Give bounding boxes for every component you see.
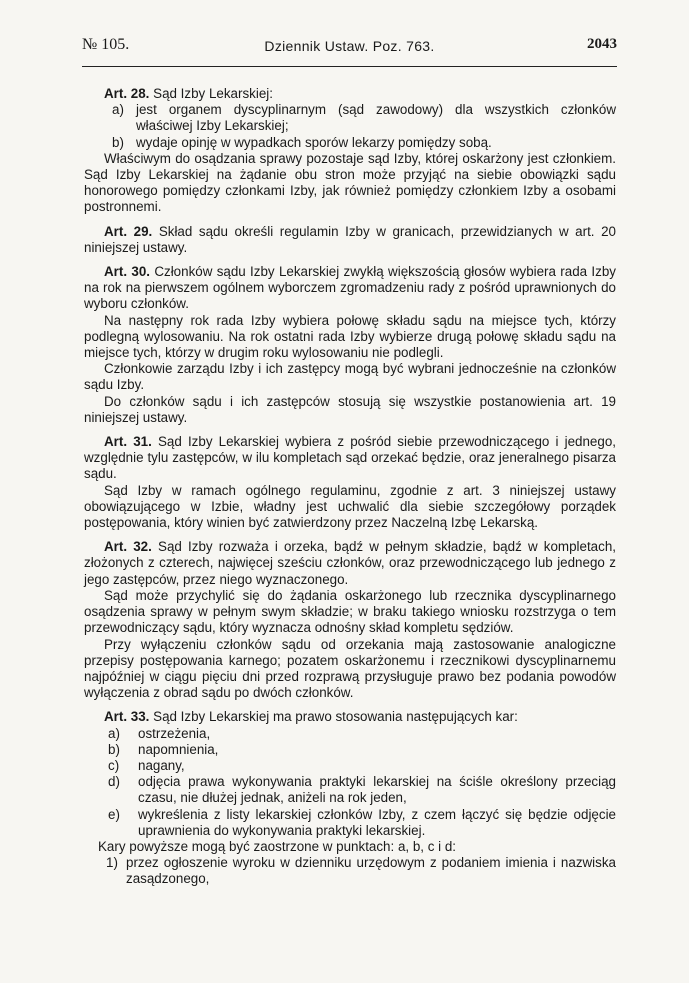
article-label: Art. 32. bbox=[104, 539, 152, 555]
article-label: Art. 28. bbox=[104, 86, 150, 101]
article-text: Sąd Izby Lekarskiej ma prawo stosowania następujących kar: bbox=[153, 709, 518, 725]
item-text: ostrzeżenia, bbox=[138, 725, 211, 741]
article-30 bbox=[84, 264, 616, 426]
article-label: Art. 31. bbox=[104, 434, 152, 450]
item-text: przez ogłoszenie wyroku w dzienniku urzędowym z podaniem imienia i nazwiska zasądzonego, bbox=[126, 855, 616, 887]
page-header bbox=[82, 36, 617, 62]
list-item bbox=[84, 102, 616, 134]
article-intro bbox=[84, 264, 616, 313]
journal-title: Dziennik Ustaw. Poz. 763. bbox=[264, 38, 435, 54]
article-intro bbox=[84, 539, 616, 588]
list-item bbox=[84, 774, 616, 806]
document-body bbox=[84, 86, 616, 888]
item-text: odjęcia prawa wykonywania praktyki lekarskiej na ściśle określony przeciąg czasu, nie dłużej jednak, aniżeli na rok jeden, bbox=[138, 774, 616, 806]
paragraph: Sąd może przychylić się do żądania oskarżonego lub rzecznika dyscyplinarnego osądzenia sprawy w pełnym swym składzie; w braku takiego wniosku rozstrzyga o tem przewodniczący sądu, który wyznacza odnośny skład kompletu sędziów. bbox=[84, 587, 616, 636]
paragraph: Członkowie zarządu Izby i ich zastępcy mogą być wybrani jednocześnie na członków sądu Izby. bbox=[84, 361, 616, 393]
list-item bbox=[84, 807, 616, 839]
paragraph: Przy wyłączeniu członków sądu od orzekania mają zastosowanie analogiczne przepisy postępowania karnego; pozatem oskarżonemu i rzecznikowi dyscyplinarnemu najpóźniej w ciągu pięciu dni przed rozprawą przysługuje prawo bez podania powodów wyłączenia z obrad sądu po dwóch członków. bbox=[84, 636, 616, 701]
article-text: Członków sądu Izby Lekarskiej zwykłą większością głosów wybiera rada Izby na rok na pierwszem ogólnem wyborczem zgromadzeniu rady z pośród uprawnionych do wyboru członków. bbox=[84, 264, 616, 312]
list-item bbox=[84, 855, 616, 887]
article-items bbox=[84, 102, 616, 151]
article-text: Sąd Izby Lekarskiej: bbox=[153, 86, 273, 101]
paragraph: Kary powyższe mogą być zaostrzone w punktach: a, b, c i d: bbox=[98, 838, 456, 854]
page-number: 2043 bbox=[587, 36, 617, 52]
list-item bbox=[84, 135, 616, 151]
item-label: a) bbox=[112, 102, 124, 118]
paragraph: Sąd Izby w ramach ogólnego regulaminu, zgodnie z art. 3 niniejszej ustawy obowiązującego w Izbie, władny jest uchwalić dla siebie szczegółowy porządek postępowania, który winien być zatwierdzony przez Naczelną Izbę Lekarską. bbox=[84, 482, 616, 531]
article-32 bbox=[84, 539, 616, 701]
item-label: a) bbox=[108, 725, 120, 741]
article-29 bbox=[84, 224, 616, 256]
item-text: jest organem dyscyplinarnym (sąd zawodowy) dla wszystkich członków właściwej Izby Lekarskiej; bbox=[136, 102, 616, 134]
article-intro bbox=[84, 709, 616, 725]
article-text: Sąd Izby rozważa i orzeka, bądź w pełnym składzie, bądź w kompletach, złożonych z czterech, najwięcej sześciu członków, oraz przewodniczącego lub jednego z jego zastępców, przez niego wyznaczonego. bbox=[84, 539, 616, 587]
issue-number: № 105. bbox=[82, 36, 130, 53]
item-text: napomnienia, bbox=[138, 741, 219, 757]
article-label: Art. 29. bbox=[104, 223, 153, 239]
article-label: Art. 30. bbox=[104, 264, 150, 280]
list-item bbox=[84, 758, 616, 774]
article-label: Art. 33. bbox=[104, 709, 150, 725]
item-text: wydaje opinję w wypadkach sporów lekarzy pomiędzy sobą. bbox=[136, 134, 492, 150]
list-item bbox=[84, 726, 616, 742]
article-intro bbox=[84, 224, 616, 256]
article-31 bbox=[84, 434, 616, 531]
article-items bbox=[84, 855, 616, 887]
item-label: 1) bbox=[106, 855, 118, 871]
item-label: b) bbox=[112, 134, 124, 150]
article-28 bbox=[84, 86, 616, 216]
article-intro bbox=[84, 434, 616, 483]
item-label: c) bbox=[108, 757, 120, 773]
paragraph: Na następny rok rada Izby wybiera połowę składu sądu na miejsce tych, którzy podlegną wylosowaniu. Na rok ostatni rada Izby wybierze drugą połowę składu sądu na miejsce tych, którzy w drugim roku wylosowaniu nie podlegli. bbox=[84, 312, 616, 361]
paragraph: Właściwym do osądzania sprawy pozostaje sąd Izby, której oskarżony jest członkiem. Sąd Izby Lekarskiej na żądanie obu stron może przyjąć na siebie obowiązki sądu honorowego pomiędzy członkami Izby, jak również pomiędzy członkiem Izby a osobami postronnemi. bbox=[84, 150, 616, 215]
article-text: Skład sądu określi regulamin Izby w granicach, przewidzianych w art. 20 niniejszej ustawy. bbox=[84, 223, 616, 255]
header-rule bbox=[82, 66, 617, 67]
paragraph: Do członków sądu i ich zastępców stosują się wszystkie postanowienia art. 19 niniejszej ustawy. bbox=[84, 393, 616, 425]
list-item bbox=[84, 742, 616, 758]
item-label: e) bbox=[108, 806, 120, 822]
article-intro bbox=[84, 86, 616, 102]
item-label: d) bbox=[108, 774, 120, 790]
item-text: wykreślenia z listy lekarskiej członków Izby, z czem łączyć się będzie odjęcie uprawnienia do wykonywania praktyki lekarskiej. bbox=[138, 806, 616, 838]
article-33 bbox=[84, 709, 616, 887]
item-label: b) bbox=[108, 741, 120, 757]
article-text: Sąd Izby Lekarskiej wybiera z pośród siebie przewodniczącego i jednego, względnie tylu zastępców, w ilu kompletach sąd orzekać będzie, oraz jeneralnego pisarza sądu. bbox=[84, 434, 616, 482]
article-items bbox=[84, 726, 616, 839]
item-text: nagany, bbox=[138, 757, 185, 773]
